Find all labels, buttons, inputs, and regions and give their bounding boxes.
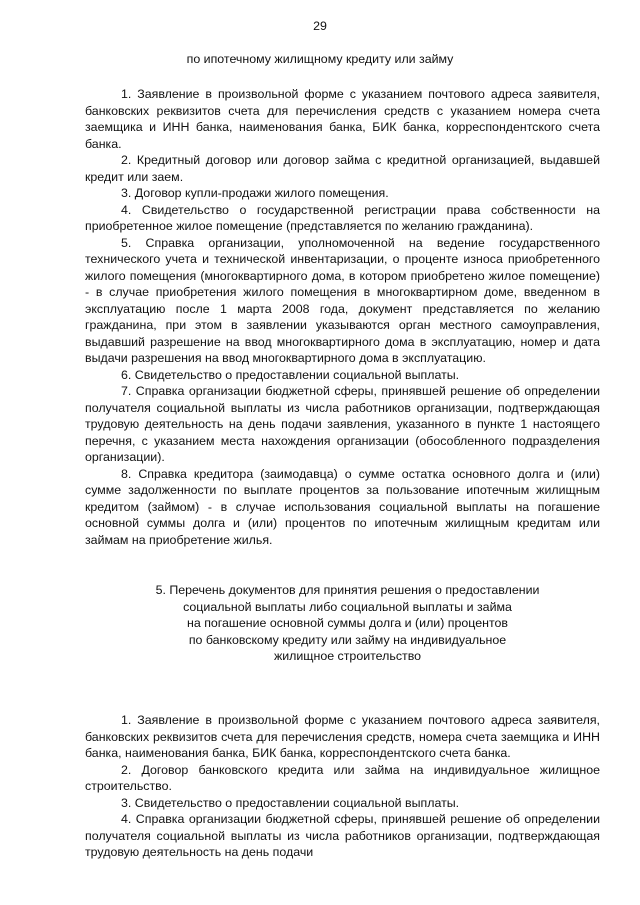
- list-item: 6. Свидетельство о предоставлении социальной выплаты.: [121, 367, 460, 382]
- list-item: 7. Справка организации бюджетной сферы, принявшей решение об определении получателя социальной выплаты из числа работников организации, подтверждающая трудовую деятельность на день подачи заявления, указанного в пункте 1 настоящего перечня, с указанием места нахождения организации (обособленного подразделения организации).: [85, 384, 600, 464]
- section-header-continued: по ипотечному жилищному кредиту или займу: [186, 52, 454, 66]
- section-title: [140, 582, 555, 665]
- list-item: 4. Справка организации бюджетной сферы, принявшей решение об определении получателя социальной выплаты из числа работников организации, подтверждающая трудовую деятельность на день подачи: [85, 812, 600, 859]
- list-item: 5. Справка организации, уполномоченной на ведение государственного технического учета и технической инвентаризации, о проценте износа приобретенного жилого помещения (многоквартирного дома, в котором приобретено жилое помещение) - в случае приобретения жилого помещения в многоквартирном доме, введенном в эксплуатацию после 1 марта 2008 года, документ представляется по желанию гражданина, при этом в заявлении указываются орган местного самоуправления, выдавший разрешение на ввод многоквартирного дома в эксплуатацию, номер и дата выдачи разрешения на ввод многоквартирного дома в эксплуатацию.: [85, 235, 600, 365]
- section-title-line: жилищное строительство: [273, 649, 422, 663]
- list-item: 2. Кредитный договор или договор займа с кредитной организацией, выдавшей кредит или заем.: [85, 153, 600, 184]
- documents-list-construction: [85, 712, 600, 861]
- section-title-line: на погашение основной суммы долга и (или) процентов: [187, 616, 508, 630]
- list-item: 3. Свидетельство о предоставлении социальной выплаты.: [121, 795, 460, 810]
- section-title-line: социальной выплаты либо социальной выплаты и займа: [183, 599, 512, 614]
- list-item: 1. Заявление в произвольной форме с указанием почтового адреса заявителя, банковских реквизитов счета для перечисления средств с указанием номера счета заемщика и ИНН банка, наименования банка, БИК банка, корреспондентского счета банка.: [85, 87, 600, 151]
- list-item: 4. Свидетельство о государственной регистрации права собственности на приобретенное жилое помещение (представляется по желанию гражданина).: [85, 202, 600, 233]
- section-title-line: 5. Перечень документов для принятия решения о предоставлении: [155, 583, 540, 597]
- list-item: 3. Договор купли-продажи жилого помещения.: [121, 186, 389, 200]
- documents-list-mortgage: [85, 86, 600, 548]
- list-item: 1. Заявление в произвольной форме с указанием почтового адреса заявителя, банковских реквизитов счета для перечисления средств, номера счета заемщика и ИНН банка, наименования банка, БИК банка, корреспондентского счета банка.: [85, 713, 600, 760]
- section-title-line: по банковскому кредиту или займу на индивидуальное: [188, 632, 507, 647]
- list-item: 8. Справка кредитора (заимодавца) о сумме остатка основного долга и (или) сумме задолженности по выплате процентов за пользование ипотечным жилищным кредитом (займом) - в случае использования социальной выплаты на погашение основной суммы долга и (или) процентов по ипотечным жилищным кредитам или займам на приобретение жилья.: [85, 466, 600, 547]
- page-number: 29: [313, 19, 327, 33]
- list-item: 2. Договор банковского кредита или займа на индивидуальное жилищное строительство.: [85, 762, 600, 793]
